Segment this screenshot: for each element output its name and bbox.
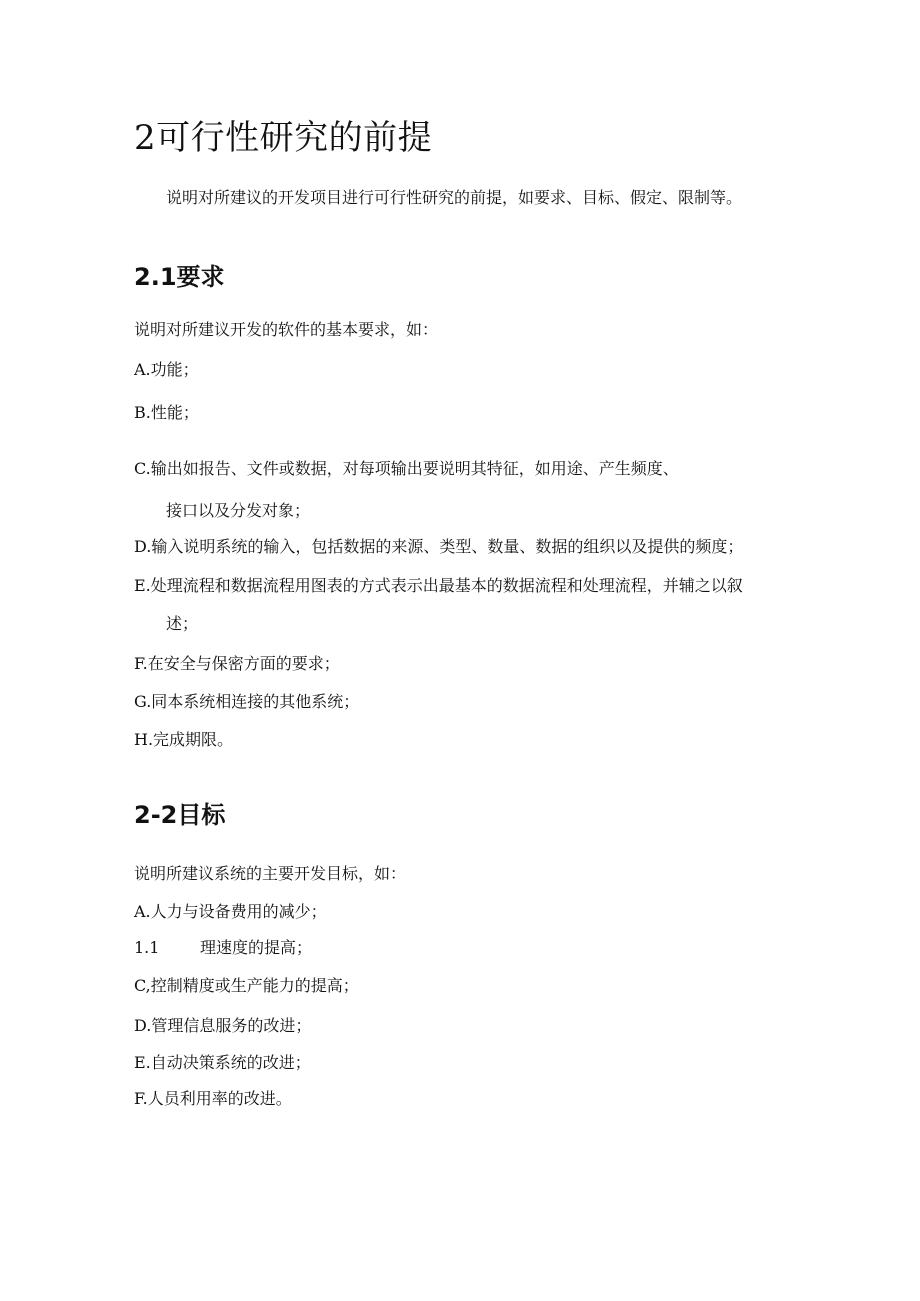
requirement-item: A.功能； (134, 360, 199, 379)
requirements-intro: 说明对所建议开发的软件的基本要求，如： (134, 320, 439, 339)
requirement-item: B.性能； (134, 403, 199, 422)
goal-item: C,控制精度或生产能力的提高； (134, 976, 359, 995)
requirement-item: E.处理流程和数据流程用图表的方式表示出最基本的数据流程和处理流程，并辅之以叙 (134, 576, 743, 595)
requirement-item: C.输出如报告、文件或数据，对每项输出要说明其特征，如用途、产生频度、 (134, 459, 679, 478)
goal-item: F.人员利用率的改进。 (134, 1089, 292, 1108)
requirements-heading: 2.1要求 (134, 263, 225, 291)
goal-item: A.人力与设备费用的减少； (134, 902, 327, 921)
goals-heading: 2-2目标 (134, 801, 226, 829)
section-intro: 说明对所建议的开发项目进行可行性研究的前提，如要求、目标、假定、限制等。 (166, 188, 743, 207)
goal-item: 理速度的提高； (200, 938, 313, 957)
requirement-item: G.同本系统相连接的其他系统； (134, 692, 360, 711)
goal-item: E.自动决策系统的改进； (134, 1053, 311, 1072)
requirement-item-continuation: 接口以及分发对象； (166, 501, 311, 520)
requirement-item-continuation: 述； (166, 614, 199, 633)
goal-item-number: 1.1 (134, 938, 160, 957)
requirement-item: D.输入说明系统的输入，包括数据的来源、类型、数量、数据的组织以及提供的频度； (134, 537, 744, 556)
goals-intro: 说明所建议系统的主要开发目标，如： (134, 864, 407, 883)
section-title: 2可行性研究的前提 (134, 118, 433, 158)
requirement-item: H.完成期限。 (134, 730, 234, 749)
goal-item: D.管理信息服务的改进； (134, 1016, 312, 1035)
requirement-item: F.在安全与保密方面的要求； (134, 654, 340, 673)
